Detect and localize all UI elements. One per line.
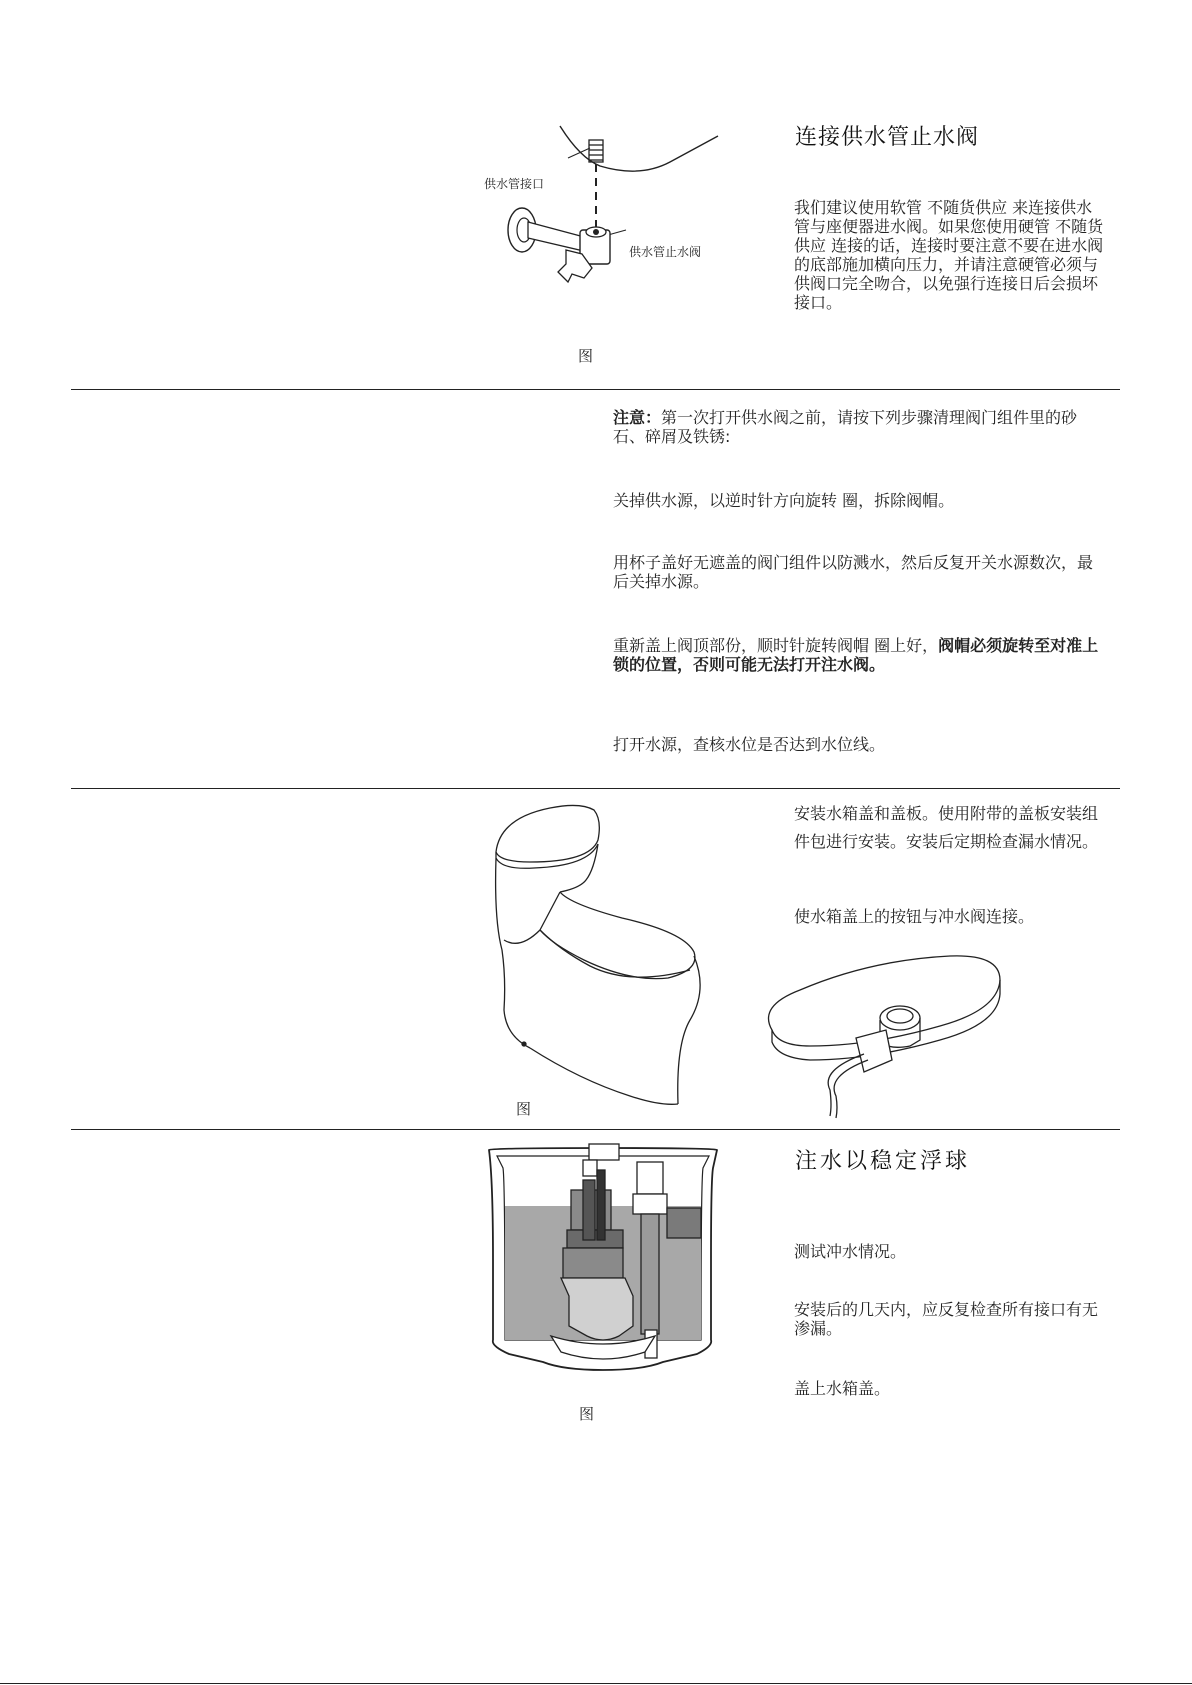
valve-label: 供水管止水阀 [629,245,702,259]
step-4: 打开水源，查核水位是否达到水位线。 [613,735,886,754]
section-body: 我们建议使用软管 不随货供应 来连接供水管与座便器进水阀。如果您使用硬管 不随货供应 连接的话，连接时要注意不要在进水阀的底部施加横向压力，并请注意硬管必须与供阀口完全吻合，以免强行连接日后会损坏接口。 [794,198,1104,312]
section-title: 注水以稳定浮球 [795,1149,971,1174]
figure-caption: 图 [579,1405,595,1423]
note-lead: 注意： [613,408,662,427]
leak-check-step: 安装后的几天内，应反复检查所有接口有无渗漏。 [794,1300,1099,1338]
tank-lid-illustration [760,950,1010,1120]
figure-caption: 图 [578,347,594,365]
inlet-label: 供水管接口 [484,177,545,191]
page-bottom-border [0,1683,1192,1684]
step-1: 关掉供水源，以逆时针方向旋转 圈，拆除阀帽。 [613,491,955,510]
cover-instruction: 安装水箱盖和盖板。使用附带的盖板安装组件包进行安装。安装后定期检查漏水情况。 [794,804,1099,851]
step-2: 用杯子盖好无遮盖的阀门组件以防溅水，然后反复开关水源数次，最后关掉水源。 [613,553,1094,591]
figure-caption: 图 [516,1100,532,1118]
cover-tank-step: 盖上水箱盖。 [794,1379,891,1398]
note-paragraph [613,408,1107,446]
step-3-plain: 重新盖上阀顶部份，顺时针旋转阀帽 圈上好， [613,636,939,655]
section-divider [71,788,1120,789]
test-flush-step: 测试冲水情况。 [794,1242,907,1261]
section-title: 连接供水管止水阀 [795,125,980,150]
step-3 [613,636,1107,674]
toilet-illustration [490,800,720,1110]
supply-valve-illustration [480,118,730,318]
section-divider [71,1129,1120,1130]
button-instruction: 使水箱盖上的按钮与冲水阀连接。 [794,907,1035,926]
tank-cutaway-illustration [483,1140,723,1376]
step-3-bold: 阀帽必须旋转至对准上锁的位置，否则可能无法打开注水阀。 [613,636,1099,674]
section-divider [71,389,1120,390]
note-text: 第一次打开供水阀之前，请按下列步骤清理阀门组件里的砂石、碎屑及铁锈: [613,408,1078,446]
